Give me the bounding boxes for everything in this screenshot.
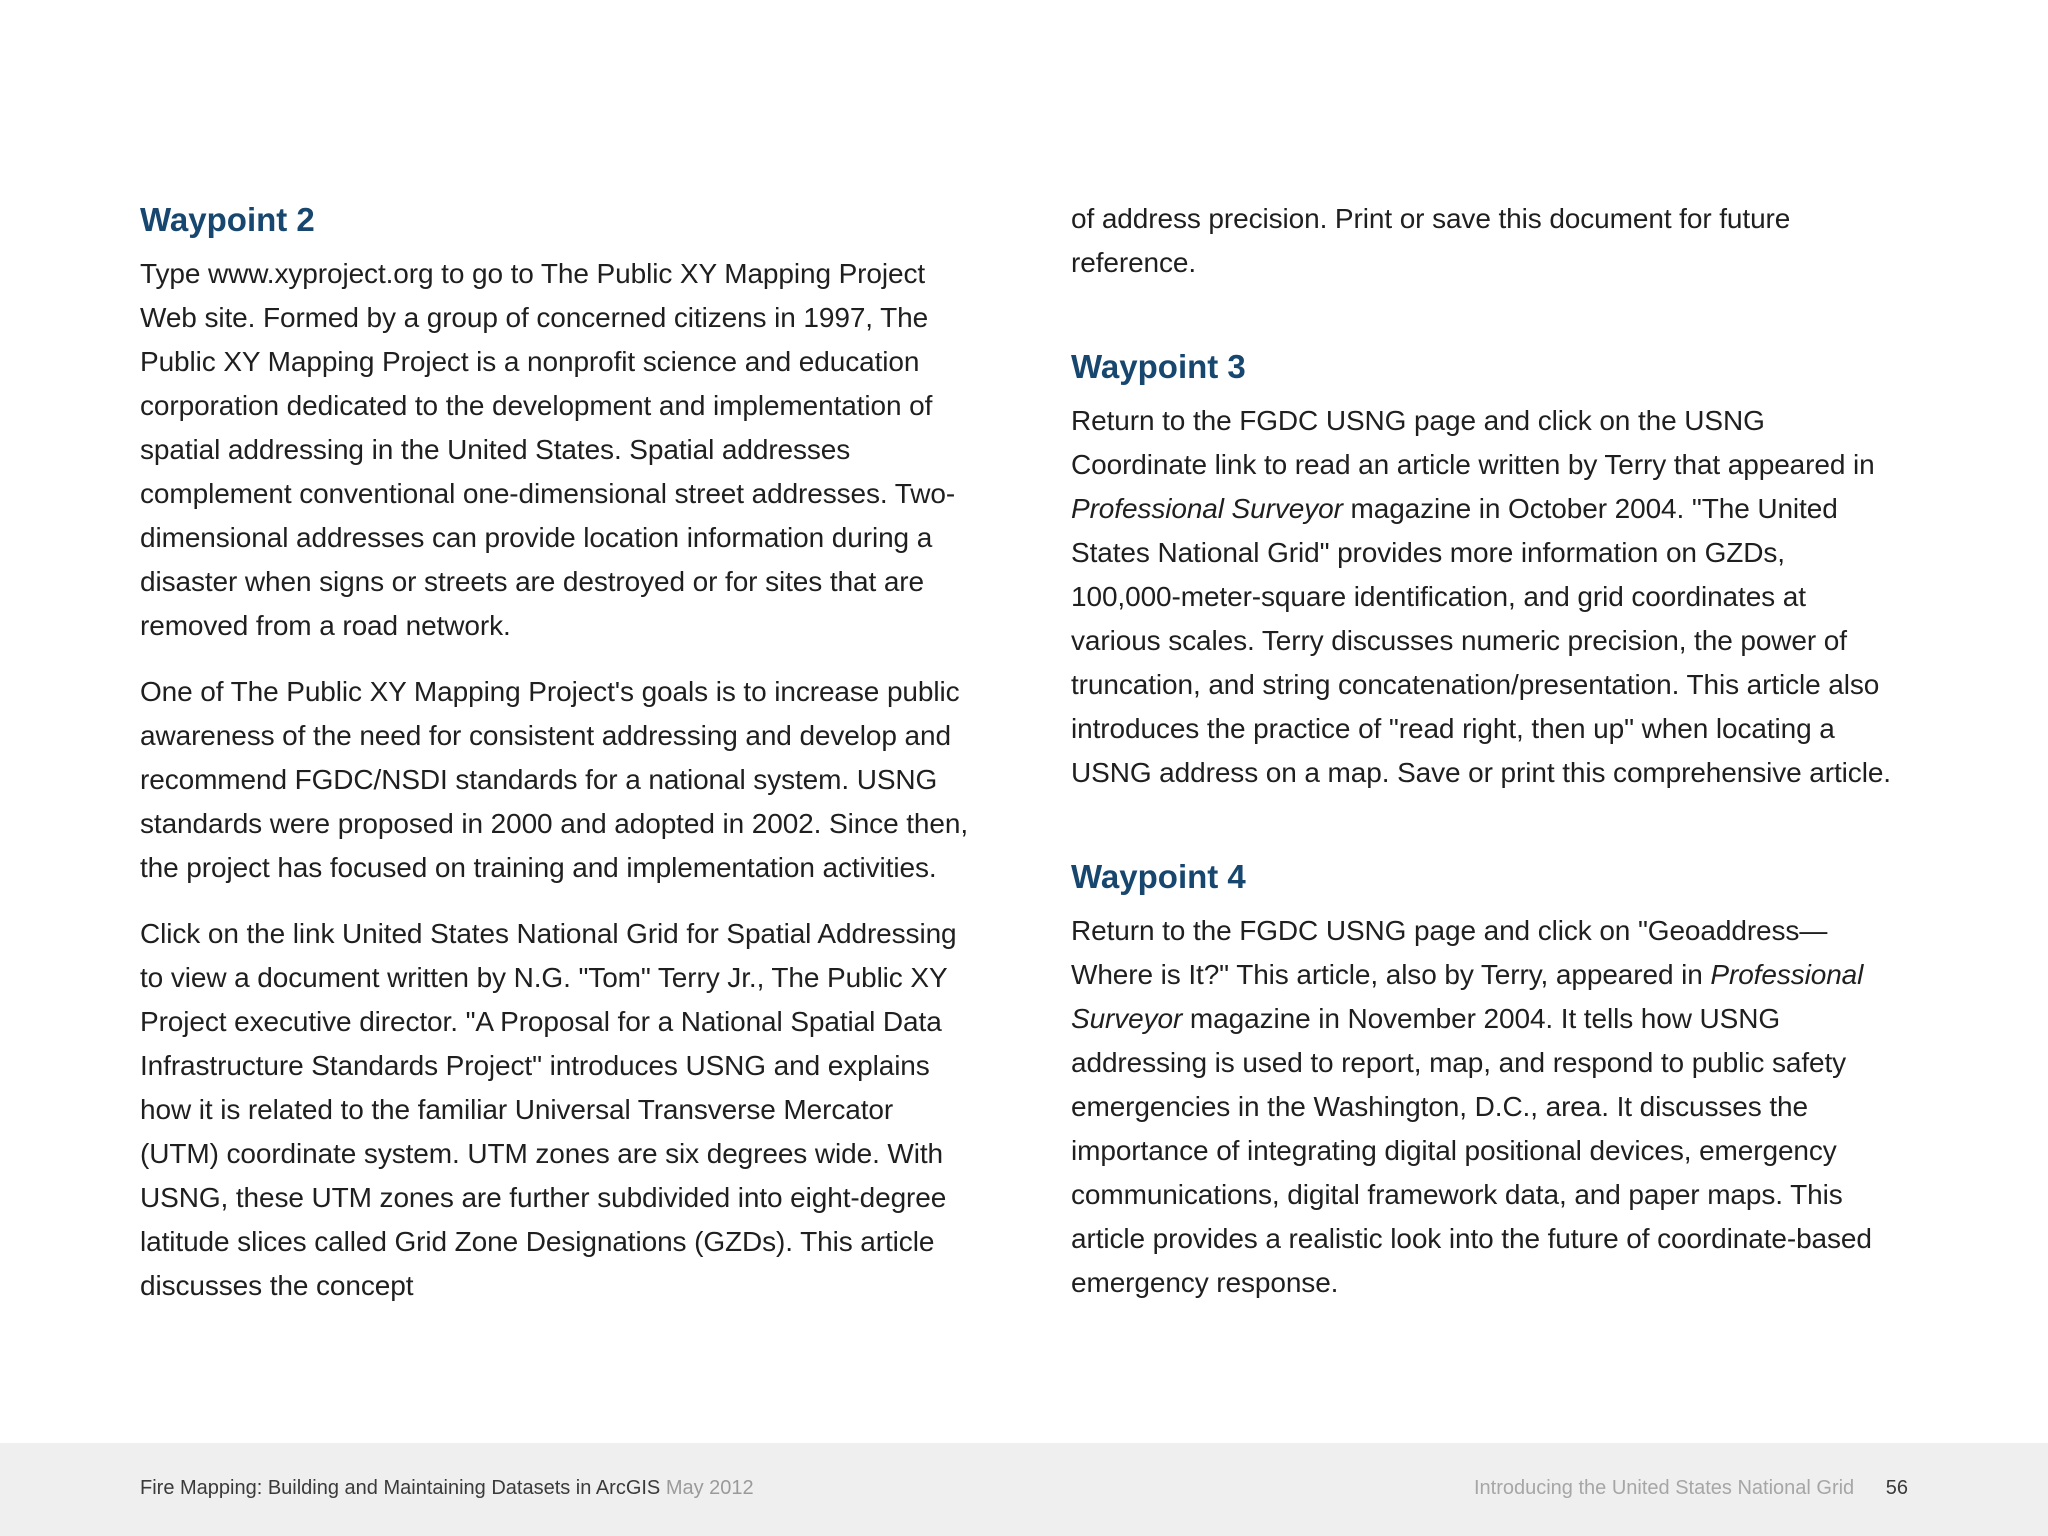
continued-paragraph: of address precision. Print or save this document for future reference. bbox=[1071, 203, 1791, 278]
waypoint-3-text-a: Return to the FGDC USNG page and click on the USNG Coordinate link to read an article written by Terry that appeared in bbox=[1071, 405, 1875, 480]
waypoint-4-text-b: magazine in November 2004. It tells how USNG addressing is used to report, map, and respond to public safety emergencies in the Washington, D.C., area. It discusses the importance of integrating digital positional devices, emergency communications, digital framework data, and paper maps. This article provides a realistic look into the future of coordinate-based emergency response. bbox=[1071, 1003, 1872, 1298]
waypoint-4-heading: Waypoint 4 bbox=[1071, 858, 1246, 895]
waypoint-3-text-b: magazine in October 2004. "The United States National Grid" provides more information on GZDs, 100,000-meter-square identification, and grid coordinates at various scales. Terry discusses numeric precision, the power of truncation, and string concatenation/presentation. This article also introduces the practice of "read right, then up" when locating a USNG address on a map. Save or print this comprehensive article. bbox=[1071, 493, 1891, 788]
footer-section-info bbox=[1474, 1477, 1908, 1500]
waypoint-4-text-a: Return to the FGDC USNG page and click on "Geoaddress—Where is It?" This article, also by Terry, appeared in bbox=[1071, 915, 1828, 990]
waypoint-4-paragraph bbox=[1071, 909, 1901, 1305]
left-column bbox=[140, 200, 970, 1330]
footer-date: May 2012 bbox=[665, 1477, 754, 1499]
waypoint-3-publication: Professional Surveyor bbox=[1071, 493, 1343, 524]
right-column bbox=[1071, 205, 1901, 1327]
waypoint-2-paragraph-3: Click on the link United States National Grid for Spatial Addressing to view a document written by N.G. "Tom" Terry Jr., The Public XY Project executive director. "A Proposal for a National Spatial Data Infrastructure Standards Project" introduces USNG and explains how it is related to the familiar Universal Transverse Mercator (UTM) coordinate system. UTM zones are six degrees wide. With USNG, these UTM zones are further subdivided into eight-degree latitude slices called Grid Zone Designations (GZDs). This article discusses the concept bbox=[140, 918, 957, 1301]
page-footer bbox=[0, 1443, 2048, 1536]
waypoint-2-heading: Waypoint 2 bbox=[140, 201, 315, 238]
footer-section-title: Introducing the United States National Grid bbox=[1473, 1477, 1855, 1499]
page-number: 56 bbox=[1885, 1477, 1908, 1499]
footer-title: Fire Mapping: Building and Maintaining Datasets in ArcGIS bbox=[140, 1477, 661, 1499]
waypoint-3-paragraph bbox=[1071, 399, 1901, 795]
waypoint-2-paragraph-1: Type www.xyproject.org to go to The Public XY Mapping Project Web site. Formed by a group of concerned citizens in 1997, The Public XY Mapping Project is a nonprofit science and education corporation dedicated to the development and implementation of spatial addressing in the United States. Spatial addresses complement conventional one-dimensional street addresses. Two-dimensional addresses can provide location information during a disaster when signs or streets are destroyed or for sites that are removed from a road network. bbox=[140, 258, 956, 641]
waypoint-2-paragraph-2: One of The Public XY Mapping Project's goals is to increase public awareness of the need for consistent addressing and develop and recommend FGDC/NSDI standards for a national system. USNG standards were proposed in 2000 and adopted in 2002. Since then, the project has focused on training and implementation activities. bbox=[140, 676, 968, 883]
footer-publication bbox=[140, 1477, 754, 1500]
waypoint-4-publication: Professional Surveyor bbox=[1071, 959, 1864, 1034]
waypoint-3-heading: Waypoint 3 bbox=[1071, 348, 1246, 385]
